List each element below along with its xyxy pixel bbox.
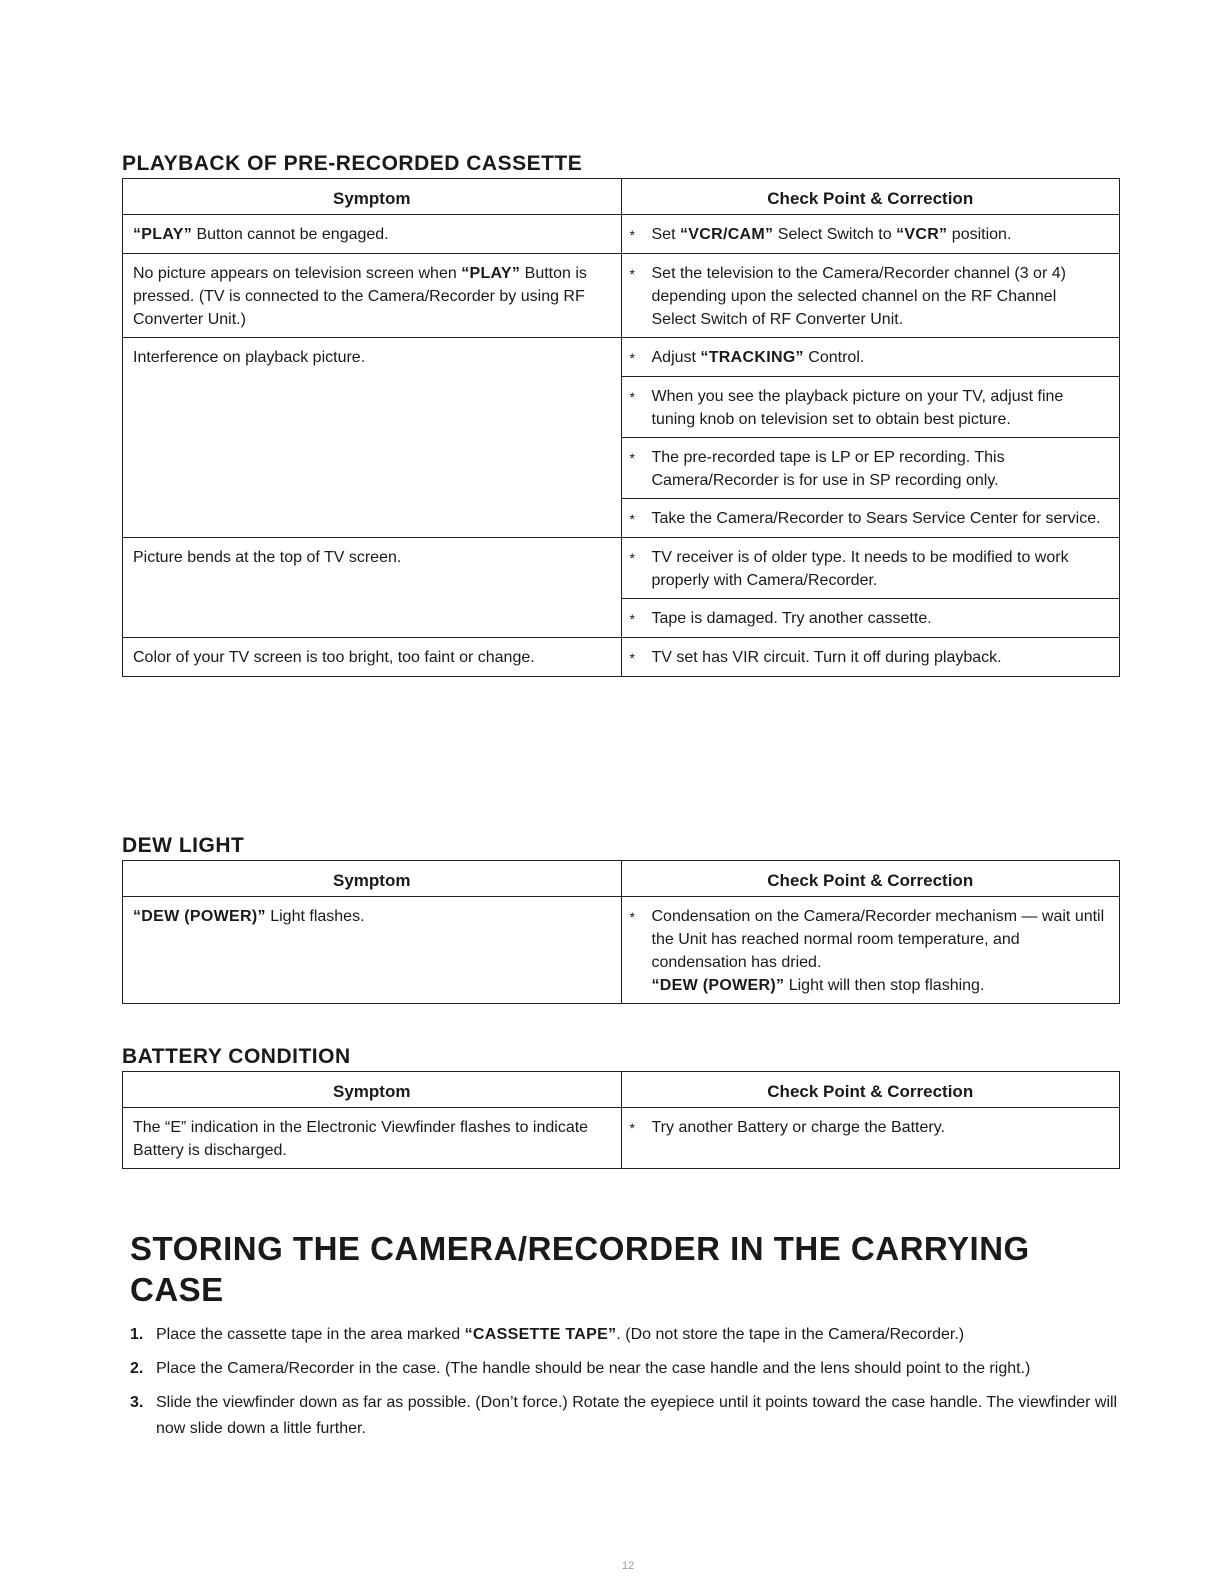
check-item: * Adjust “TRACKING” Control. <box>622 338 1120 376</box>
asterisk-icon: * <box>629 650 635 666</box>
table-header-row <box>123 179 1120 215</box>
symptom-cell: The “E” indication in the Electronic Viewfinder flashes to indicate Battery is discharged. <box>123 1108 622 1169</box>
asterisk-icon: * <box>629 266 635 282</box>
symptom-cell: “DEW (POWER)” Light flashes. <box>123 897 622 1004</box>
table-row <box>123 215 1120 254</box>
asterisk-icon: * <box>629 450 635 466</box>
section-title: DEW LIGHT <box>122 834 245 857</box>
list-item: 2. Place the Camera/Recorder in the case. (The handle should be near the case handle and the lens should point to the right.) <box>130 1360 1031 1377</box>
check-header: Check Point & Correction <box>621 861 1120 897</box>
check-cell <box>621 1108 1120 1169</box>
playback-table <box>122 178 1120 677</box>
asterisk-icon: * <box>629 909 635 925</box>
check-header: Check Point & Correction <box>621 179 1120 215</box>
symptom-cell: Interference on playback picture. <box>123 338 622 538</box>
check-item: * Try another Battery or charge the Battery. <box>622 1108 1120 1146</box>
check-item: * Tape is damaged. Try another cassette. <box>622 598 1120 637</box>
table-row <box>123 1108 1120 1169</box>
check-item: * Set “VCR/CAM” Select Switch to “VCR” position. <box>622 215 1120 253</box>
symptom-cell: No picture appears on television screen when “PLAY” Button is pressed. (TV is connected to the Camera/Recorder by using RF Converter Unit.) <box>123 254 622 338</box>
check-item: * Condensation on the Camera/Recorder mechanism — wait until the Unit has reached normal room temperature, and condensation has dried. “DEW (POWER)” Light will then stop flashing. <box>622 897 1120 1003</box>
battery-table <box>122 1071 1120 1169</box>
list-item: 1. Place the cassette tape in the area marked “CASSETTE TAPE”. (Do not store the tape in the Camera/Recorder.) <box>130 1326 965 1343</box>
check-item: * When you see the playback picture on your TV, adjust fine tuning knob on television set to obtain best picture. <box>622 376 1120 437</box>
asterisk-icon: * <box>629 550 635 566</box>
storing-steps <box>130 1322 1125 1450</box>
asterisk-icon: * <box>629 611 635 627</box>
table-row <box>123 254 1120 338</box>
asterisk-icon: * <box>629 1120 635 1136</box>
section-title: PLAYBACK OF PRE-RECORDED CASSETTE <box>122 152 583 175</box>
check-cell <box>621 638 1120 677</box>
table-row <box>123 538 1120 638</box>
asterisk-icon: * <box>629 511 635 527</box>
check-item: * The pre-recorded tape is LP or EP recording. This Camera/Recorder is for use in SP recording only. <box>622 437 1120 498</box>
page-number: 12 <box>622 1560 635 1572</box>
check-item: * TV set has VIR circuit. Turn it off during playback. <box>622 638 1120 676</box>
table-row <box>123 338 1120 538</box>
symptom-cell: “PLAY” Button cannot be engaged. <box>123 215 622 254</box>
asterisk-icon: * <box>629 227 635 243</box>
dew-light-section <box>122 834 1120 1004</box>
symptom-cell: Color of your TV screen is too bright, too faint or change. <box>123 638 622 677</box>
table-header-row <box>123 1072 1120 1108</box>
battery-section <box>122 1045 1120 1169</box>
table-header-row <box>123 861 1120 897</box>
symptom-cell: Picture bends at the top of TV screen. <box>123 538 622 638</box>
table-row <box>123 638 1120 677</box>
symptom-header: Symptom <box>123 1072 622 1108</box>
list-item: 3. Slide the viewfinder down as far as possible. (Don’t force.) Rotate the eyepiece until it points toward the case handle. The viewfinder will now slide down a little further. <box>130 1394 1118 1437</box>
check-cell <box>621 254 1120 338</box>
check-cell <box>621 538 1120 638</box>
check-cell <box>621 215 1120 254</box>
dew-light-table <box>122 860 1120 1004</box>
check-cell <box>621 897 1120 1004</box>
asterisk-icon: * <box>629 389 635 405</box>
check-item: * Take the Camera/Recorder to Sears Service Center for service. <box>622 498 1120 537</box>
check-cell <box>621 338 1120 538</box>
table-row <box>123 897 1120 1004</box>
symptom-header: Symptom <box>123 179 622 215</box>
storing-title: STORING THE CAMERA/RECORDER IN THE CARRYING CASE <box>130 1230 1030 1308</box>
check-header: Check Point & Correction <box>621 1072 1120 1108</box>
symptom-header: Symptom <box>123 861 622 897</box>
check-item: * TV receiver is of older type. It needs to be modified to work properly with Camera/Recorder. <box>622 538 1120 598</box>
playback-section <box>122 152 1120 677</box>
section-title: BATTERY CONDITION <box>122 1045 351 1068</box>
asterisk-icon: * <box>629 350 635 366</box>
check-item: * Set the television to the Camera/Recorder channel (3 or 4) depending upon the selected channel on the RF Channel Select Switch of RF Converter Unit. <box>622 254 1120 337</box>
